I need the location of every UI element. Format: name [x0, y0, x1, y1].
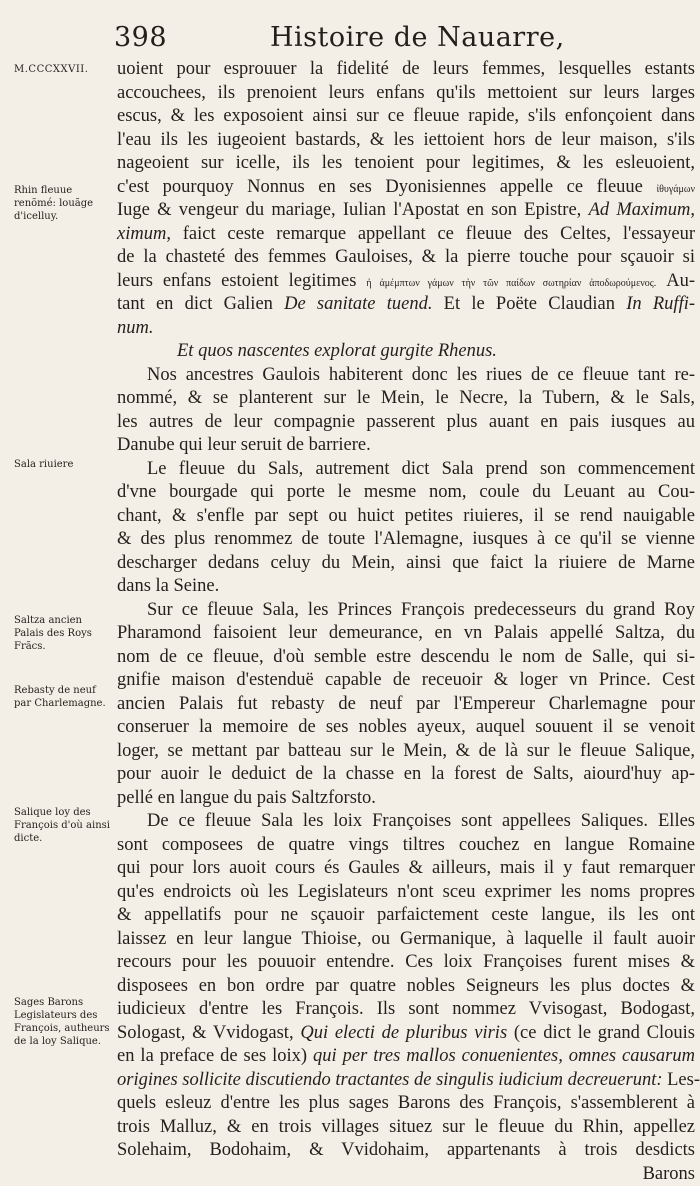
text-line [117, 58, 695, 82]
greek-segment: ἠ ἀμέμπτων γάμων τὴν τῶν παίδων σωτηρίαν ἀποδωρούμενος. [366, 278, 656, 289]
text-line [117, 364, 695, 388]
text-segment: escus, & les exposoient ainsi sur ce fleuue rapide, s'ils enfonçoient dans [117, 106, 695, 126]
italic-segment: num. [117, 318, 154, 338]
text-segment: d'vne bourgade qui porte le mesme nom, coule du Leuant au Cou- [117, 482, 695, 502]
text-line [117, 246, 695, 270]
body-text [117, 58, 695, 1186]
text-segment: accouchees, ils prenoient leurs enfans qu'ils mettoient sur leurs larges [117, 83, 695, 103]
margin-year: M.CCCXXVII. [14, 64, 88, 75]
text-segment: qu'es endroicts où les Legislateurs n'ont sceu exprimer les noms propres [117, 882, 695, 902]
text-segment: , [690, 200, 695, 220]
text-line [117, 904, 695, 928]
text-line [117, 881, 695, 905]
text-line [117, 951, 695, 975]
text-line [117, 599, 695, 623]
text-segment: leurs enfans estoient legitimes [117, 271, 366, 291]
text-segment: & des plus renommez de toute l'Alemagne, iusques à ce qu'il se vienne [117, 529, 695, 549]
text-segment: laissez en leur langue Thioise, ou Germanique, à laquelle il fault auoir [117, 929, 695, 949]
text-segment: Sologast, & Vvidogast, [117, 1023, 300, 1043]
text-segment: pellé en langue du pais Saltzforsto. [117, 788, 376, 808]
italic-segment: De sanitate tuend. [284, 294, 432, 314]
margin-note-salique: Salique loy des François d'où ainsi dicte. [14, 806, 114, 845]
text-segment: pour auoir le deduict de la chasse en la forest de Salts, aiourd'huy ap- [117, 764, 695, 784]
text-line [117, 105, 695, 129]
italic-segment: ximum [117, 224, 166, 244]
text-line [117, 1116, 695, 1140]
text-line [117, 1139, 695, 1163]
greek-segment: ἰθυγάμων [656, 184, 695, 195]
text-line [117, 669, 695, 693]
text-segment: Pharamond faisoient leur demeurance, en vn Palais appellé Saltza, du [117, 623, 695, 643]
text-segment: Nos ancestres Gaulois habiterent donc les riues de ce fleuue tant re- [147, 365, 695, 385]
catchword [117, 1163, 695, 1186]
text-segment: chant, & s'enfle par sept ou huict petites riuieres, il se rend nauigable [117, 506, 695, 526]
italic-segment: In Ruffi- [626, 294, 695, 314]
text-line [117, 223, 695, 247]
text-line [117, 998, 695, 1022]
margin-note-sala: Sala riuiere [14, 458, 114, 471]
text-segment: De ce fleuue Sala les loix Françoises sont appellees Saliques. Elles [147, 811, 695, 831]
text-segment: ancien Palais fut rebasty de neuf par l'Empereur Charlemagne pour [117, 694, 695, 714]
text-line [117, 387, 695, 411]
text-line [117, 1022, 695, 1046]
text-segment: Iuge & vengeur du mariage, Iulian l'Apostat en son Epistre, [117, 200, 589, 220]
text-line [117, 575, 695, 599]
text-line [117, 152, 695, 176]
text-segment: (ce dict le grand Clouis [507, 1023, 695, 1043]
text-segment: les autres de leur compagnie passerent plus auant en pais iusques au [117, 412, 695, 432]
text-segment: Et le Poëte Claudian [432, 294, 626, 314]
text-line [117, 82, 695, 106]
italic-segment: Ad Maximum [589, 200, 691, 220]
text-segment: c'est pourquoy Nonnus en ses Dyonisiennes appelle ce fleuue [117, 177, 656, 197]
text-line [117, 317, 695, 341]
text-line [117, 528, 695, 552]
text-line [117, 176, 695, 200]
text-line [117, 857, 695, 881]
text-segment: sont composees de quatre vings tiltres couchez en langue Romaine [117, 835, 695, 855]
text-segment: recours pour les pouuoir entendre. Ces loix Françoises furent mises & [117, 952, 695, 972]
text-segment: nommé, & se planterent sur le Mein, le Necre, la Tubern, & le Sals, [117, 388, 695, 408]
text-line [117, 458, 695, 482]
page-header [0, 22, 700, 58]
text-line [117, 810, 695, 834]
text-segment: descharger dedans celuy du Mein, ainsi que faict la riuiere de Marne [117, 553, 695, 573]
text-line [117, 693, 695, 717]
text-line [117, 716, 695, 740]
text-line [117, 481, 695, 505]
text-segment: en la preface de ses loix) [117, 1046, 313, 1066]
text-line [117, 505, 695, 529]
text-segment: iudicieux d'entre les François. Ils sont nommez Vvisogast, Bodogast, [117, 999, 695, 1019]
text-line [117, 1092, 695, 1116]
text-line [117, 340, 695, 364]
text-line [117, 411, 695, 435]
margin-note-barons: Sages Barons Legislateurs des François, autheurs de la loy Salique. [14, 996, 114, 1048]
text-segment: Barons [643, 1164, 695, 1184]
text-line [117, 740, 695, 764]
text-segment: nom de ce fleuue, d'où semble estre descendu le nom de Salle, qui si- [117, 647, 695, 667]
text-segment: conseruer la memoire de ses nobles ayeux, auquel souuent il se venoit [117, 717, 695, 737]
text-line [117, 270, 695, 294]
text-line [117, 834, 695, 858]
text-line [117, 199, 695, 223]
running-title: Histoire de Nauarre, [270, 22, 565, 53]
text-segment: , faict ceste remarque appellant ce fleuue des Celtes, l'essayeur [166, 224, 695, 244]
text-segment: Au- [656, 271, 695, 291]
text-segment: de la chasteté des femmes Gauloises, & la pierre touche pour sçauoir si [117, 247, 695, 267]
italic-segment: Et quos nascentes explorat gurgite Rhenus. [177, 341, 497, 361]
text-line [117, 434, 695, 458]
text-segment: Solehaim, Bodohaim, & Vvidohaim, appartenants à trois desdicts [117, 1140, 695, 1160]
text-line [117, 975, 695, 999]
text-segment: trois Malluz, & en trois villages situez sur le fleuue du Rhin, appellez [117, 1117, 695, 1137]
text-segment: Le fleuue du Sals, autrement dict Sala prend son commencement [147, 459, 695, 479]
text-line [117, 787, 695, 811]
text-segment: loger, se mettant par batteau sur le Mein, & de là sur le fleuue Salique, [117, 741, 695, 761]
margin-note-rhin: Rhin fleuue renõmé: louãge d'icelluy. [14, 184, 114, 223]
text-segment: Danube qui leur seruit de barriere. [117, 435, 371, 455]
text-segment: quels esleuz d'entre les plus sages Barons des François, s'assemblerent à [117, 1093, 695, 1113]
margin-note-rebasty: Rebasty de neuf par Charlemagne. [14, 684, 114, 710]
text-segment: dans la Seine. [117, 576, 219, 596]
text-segment: Les- [663, 1070, 700, 1090]
text-line [117, 928, 695, 952]
text-segment: nageoient sur icelle, ils les tenoient pour legitimes, & les esleuoient, [117, 153, 695, 173]
text-segment: tant en dict Galien [117, 294, 284, 314]
page-number: 398 [114, 22, 167, 53]
margin-note-saltza: Saltza ancien Palais des Roys Frãcs. [14, 614, 114, 653]
text-line [117, 1045, 695, 1069]
text-segment: l'eau ils les iugeoient bastards, & les iettoient hors de leur maison, s'ils [117, 130, 695, 150]
italic-segment: qui per tres mallos conuenientes, omnes causarum [313, 1046, 695, 1066]
text-segment: gnifie maison d'estenduë capable de receuoir & loger vn Prince. Cest [117, 670, 695, 690]
text-segment: qui pour lors auoit cours és Gaules & ailleurs, mais il y faut remarquer [117, 858, 695, 878]
text-line [117, 129, 695, 153]
text-segment: disposees en bon ordre par quatre nobles Seigneurs les plus doctes & [117, 976, 695, 996]
italic-segment: origines sollicite discutiendo tractantes de singulis iudicium decreuerunt: [117, 1070, 663, 1090]
text-line [117, 646, 695, 670]
text-line [117, 622, 695, 646]
text-segment: & appellatifs pour ne sçauoir parfaictement ceste langue, ils les ont [117, 905, 695, 925]
text-line [117, 552, 695, 576]
text-line [117, 293, 695, 317]
text-segment: Sur ce fleuue Sala, les Princes François predecesseurs du grand Roy [147, 600, 695, 620]
text-segment: uoient pour esprouuer la fidelité de leurs femmes, lesquelles estants [117, 59, 695, 79]
text-line [117, 763, 695, 787]
italic-segment: Qui electi de pluribus viris [300, 1023, 507, 1043]
text-line [117, 1069, 695, 1093]
